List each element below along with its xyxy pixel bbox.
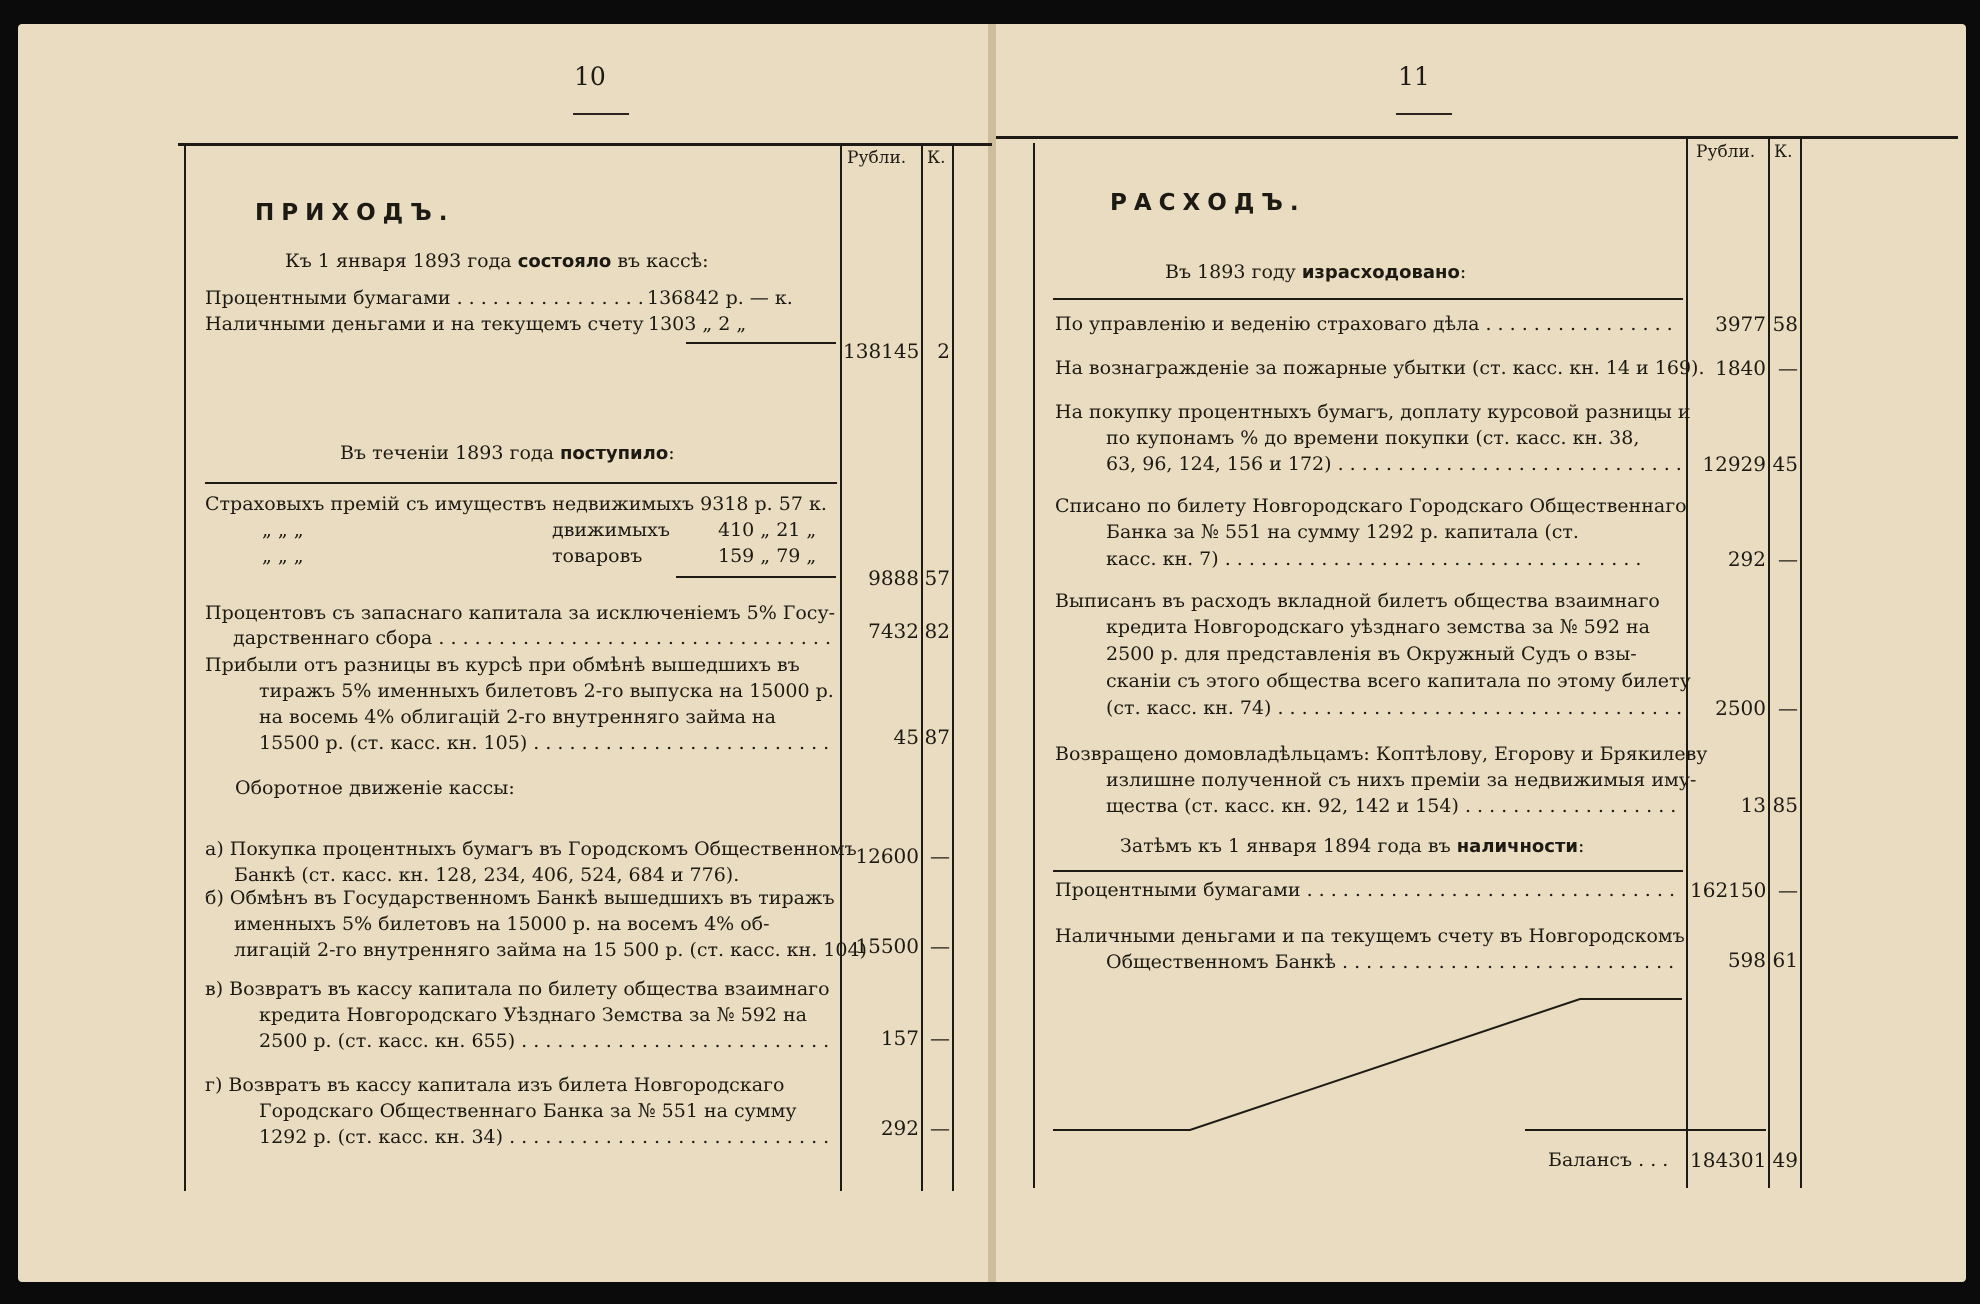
turnover-b-kopecks: —: [930, 934, 950, 958]
turnover-c-rubles: 157: [880, 1026, 919, 1050]
profit-line: тиражъ 5% именныхъ билетовъ 2-го выпуска на 15000 р.: [259, 680, 834, 702]
premiums-total-kopecks: 57: [924, 566, 950, 590]
interest-kopecks: 82: [924, 619, 950, 643]
column-header-rubles: Рубли.: [1696, 142, 1756, 162]
premiums-goods: товаровъ: [552, 545, 643, 567]
opening-total-kopecks: 2: [937, 339, 950, 363]
profit-line: 15500 р. (ст. касс. кн. 105) . . .: [259, 729, 834, 757]
profit-line: на восемь 4% облигацій 2-го внутренняго займа на: [259, 706, 776, 728]
expense-deposit-ticket: сканіи съ этого общества всего капитала по этому билету: [1106, 670, 1691, 692]
balance-rubles: 184301: [1690, 1148, 1767, 1172]
turnover-item-b: именныхъ 5% билетовъ на 15000 р. на восемъ 4% об-: [234, 913, 770, 935]
expense-deposit-ticket-kopecks: —: [1778, 696, 1798, 720]
expense-management: По управленію и веденію страховаго дѣла . . .: [1055, 310, 1680, 338]
turnover-item-c: кредита Новгородскаго Уѣзднаго Земства за № 592 на: [259, 1004, 807, 1026]
turnover-item-d: г) Возвратъ въ кассу капитала изъ билета Новгородскаго: [205, 1074, 785, 1096]
balance-label: Балансъ . . .: [1548, 1149, 1669, 1171]
expense-fire-losses-kopecks: —: [1778, 356, 1798, 380]
expense-refund-kopecks: 85: [1772, 793, 1798, 817]
cash-bank-kopecks: 61: [1772, 948, 1798, 972]
turnover-item-d: Городскаго Общественнаго Банка за № 551 на сумму: [259, 1100, 797, 1122]
page-title-income: ПРИХОДЪ.: [255, 200, 455, 226]
expense-securities-kopecks: 45: [1772, 452, 1798, 476]
expense-fire-losses: На вознагражденіе за пожарные убытки (ст. касс. кн. 14 и 169).: [1055, 357, 1705, 379]
cash-securities-rubles: 162150: [1690, 878, 1767, 902]
expense-deposit-ticket: 2500 р. для представленія въ Окружный Судъ о взы-: [1106, 643, 1637, 665]
opening-line-securities-value: 136842 р. — к.: [647, 287, 793, 309]
page-number-right: 11: [1398, 62, 1430, 91]
column-header-kopecks: К.: [927, 148, 946, 168]
opening-total-rubles: 138145: [843, 339, 920, 363]
turnover-a-rubles: 12600: [855, 844, 919, 868]
turnover-item-b: б) Обмѣнъ въ Государственномъ Банкѣ вышедшихъ въ тиражъ: [205, 887, 835, 909]
cash-securities: Процентными бумагами . . .: [1055, 876, 1680, 904]
expense-written-off-kopecks: —: [1778, 547, 1798, 571]
turnover-item-a: Банкѣ (ст. касс. кн. 128, 234, 406, 524, 684 и 776).: [234, 864, 740, 886]
expense-deposit-ticket: Выписанъ въ расходъ вкладной билетъ общества взаимнаго: [1055, 590, 1660, 612]
expense-deposit-ticket-rubles: 2500: [1715, 696, 1766, 720]
expense-written-off: Списано по билету Новгородскаго Городскаго Общественнаго: [1055, 495, 1687, 517]
turnover-d-rubles: 292: [880, 1116, 919, 1140]
expense-fire-losses-rubles: 1840: [1715, 356, 1766, 380]
cash-bank-rubles: 598: [1727, 948, 1766, 972]
turnover-d-kopecks: —: [930, 1116, 950, 1140]
interest-line: дарственнаго сбора . . .: [233, 624, 833, 652]
expense-refund: Возвращено домовладѣльцамъ: Коптѣлову, Егорову и Брякилеву: [1055, 743, 1708, 765]
expense-refund-rubles: 13: [1740, 793, 1766, 817]
cash-bank: Наличными деньгами и па текущемъ счету въ Новгородскомъ: [1055, 925, 1685, 947]
ditto-marks: „ „ „: [262, 519, 304, 541]
turnover-item-b: лигацій 2-го внутренняго займа на 15 500 р. (ст. касс. кн. 104): [234, 939, 867, 961]
opening-line-cash: Наличными деньгами и на текущемъ счету: [205, 313, 644, 335]
column-header-kopecks: К.: [1774, 142, 1793, 162]
opening-intro: Къ 1 января 1893 года состояло въ кассѣ:: [285, 250, 709, 272]
turnover-item-c: 2500 р. (ст. касс. кн. 655) . . .: [259, 1027, 834, 1055]
expense-intro: Въ 1893 году израсходовано:: [1165, 261, 1467, 283]
opening-line-cash-value: 1303 „ 2 „: [648, 313, 747, 335]
premiums-total-rubles: 9888: [868, 566, 919, 590]
interest-line: Процентовъ съ запаснаго капитала за исключеніемъ 5% Госу-: [205, 602, 836, 624]
balance-kopecks: 49: [1772, 1148, 1798, 1172]
expense-written-off-rubles: 292: [1727, 547, 1766, 571]
expense-refund: щества (ст. касс. кн. 92, 142 и 154) . . .: [1106, 792, 1681, 820]
column-header-rubles: Рубли.: [847, 148, 907, 168]
page-title-expense: РАСХОДЪ.: [1110, 190, 1306, 216]
profit-line: Прибыли отъ разницы въ курсѣ при обмѣнѣ вышедшихъ въ: [205, 654, 800, 676]
interest-rubles: 7432: [868, 619, 919, 643]
cash-securities-kopecks: —: [1778, 878, 1798, 902]
expense-management-rubles: 3977: [1715, 312, 1766, 336]
turnover-item-c: в) Возвратъ въ кассу капитала по билету общества взаимнаго: [205, 978, 830, 1000]
premiums-movables: движимыхъ: [552, 519, 670, 541]
cash-intro: Затѣмъ къ 1 января 1894 года въ наличности:: [1120, 835, 1585, 857]
expense-written-off: касс. кн. 7) . . .: [1106, 545, 1681, 573]
receipts-intro: Въ теченіи 1893 года поступило:: [340, 442, 675, 464]
turnover-b-rubles: 15500: [855, 934, 919, 958]
turnover-c-kopecks: —: [930, 1026, 950, 1050]
premiums-real-estate: Страховыхъ премій съ имуществъ недвижимыхъ 9318 р. 57 к.: [205, 493, 827, 515]
expense-securities: по купонамъ % до времени покупки (ст. касс. кн. 38,: [1106, 427, 1640, 449]
expense-management-kopecks: 58: [1772, 312, 1798, 336]
expense-deposit-ticket: (ст. касс. кн. 74) . . .: [1106, 694, 1681, 722]
expense-securities: 63, 96, 124, 156 и 172) . . .: [1106, 450, 1681, 478]
expense-refund: излишне полученной съ нихъ преміи за недвижимыя иму-: [1106, 769, 1697, 791]
expense-written-off: Банка за № 551 на сумму 1292 р. капитала (ст.: [1106, 521, 1579, 543]
turnover-item-d: 1292 р. (ст. касс. кн. 34) . . .: [259, 1123, 834, 1151]
ditto-marks: „ „ „: [262, 545, 304, 567]
profit-rubles: 45: [893, 725, 919, 749]
cash-bank: Общественномъ Банкѣ . . .: [1106, 948, 1681, 976]
turnover-heading: Оборотное движеніе кассы:: [235, 777, 515, 799]
expense-securities: На покупку процентныхъ бумагъ, доплату курсовой разницы и: [1055, 401, 1691, 423]
premiums-goods-value: 159 „ 79 „: [718, 545, 817, 567]
premiums-movables-value: 410 „ 21 „: [718, 519, 817, 541]
expense-deposit-ticket: кредита Новгородскаго уѣзднаго земства за № 592 на: [1106, 616, 1650, 638]
expense-securities-rubles: 12929: [1702, 452, 1766, 476]
page-number-left: 10: [574, 62, 606, 91]
opening-line-securities: Процентными бумагами . . .: [205, 284, 645, 312]
turnover-item-a: а) Покупка процентныхъ бумагъ въ Городскомъ Общественномъ: [205, 838, 857, 860]
turnover-a-kopecks: —: [930, 844, 950, 868]
profit-kopecks: 87: [924, 725, 950, 749]
